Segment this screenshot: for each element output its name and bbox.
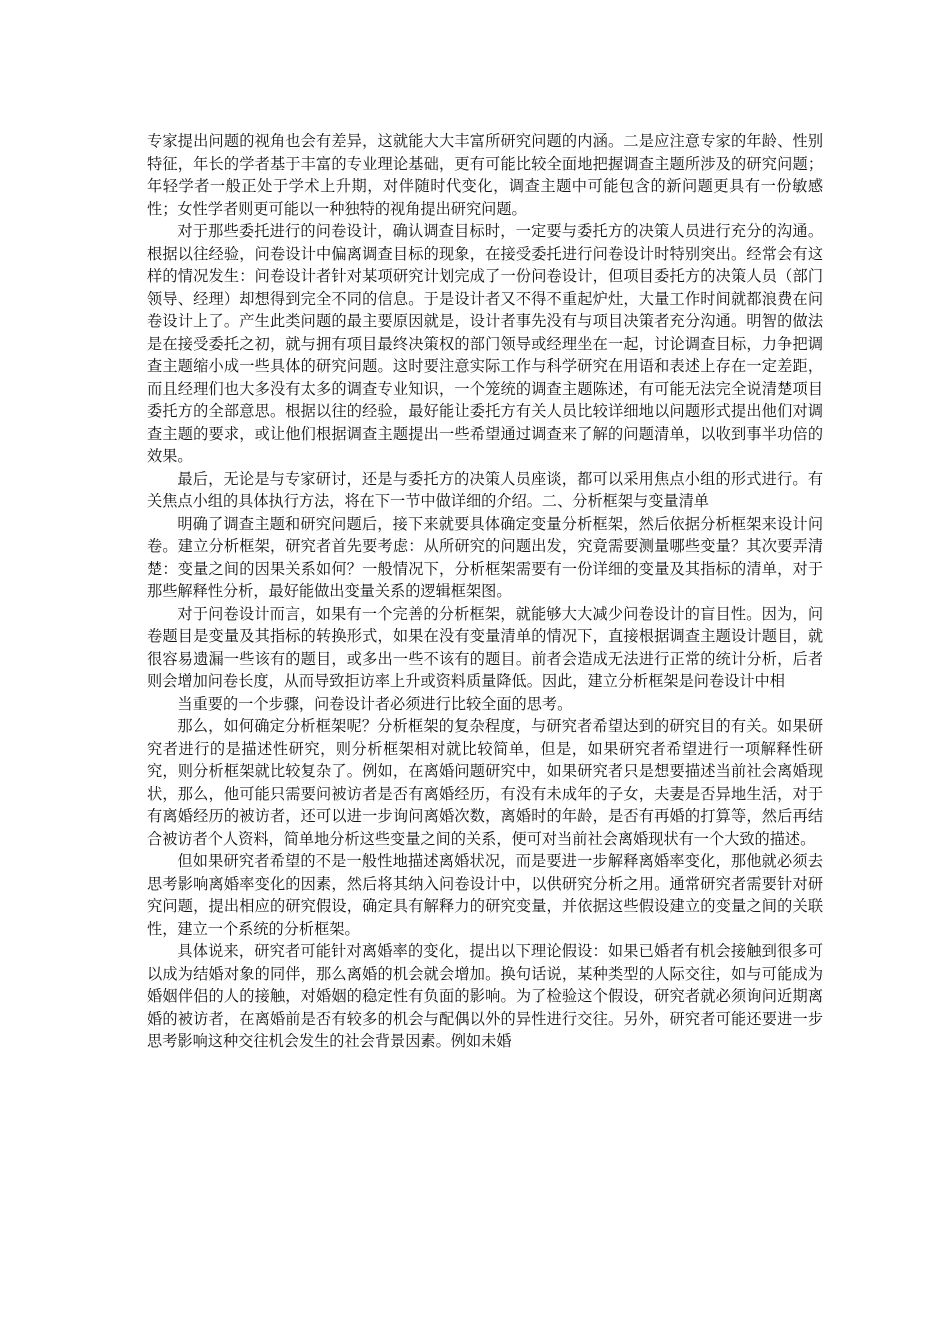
paragraph-6: 当重要的一个步骤，问卷设计者必须进行比较全面的思考。 [177,694,573,713]
paragraph-9: 具体说来，研究者可能针对离婚率的变化，提出以下理论假设：如果已婚者有机会接触到很多可以成为结婚对象的同伴，那么离婚的机会就会增加。换句话说，某种类型的人际交往，如与可能成为婚姻伴侣的人的接触，对婚姻的稳定性有负面的影响。为了检验这个假设，研究者就必须询问近期离婚的被访者，在离婚前是否有较多的机会与配偶以外的异性进行交往。另外，研究者可能还要进一步思考影响这种交往机会发生的社会背景因素。例如未婚 [147,942,823,1050]
paragraph-5: 对于问卷设计而言，如果有一个完善的分析框架，就能够大大减少问卷设计的盲目性。因为，问卷题目是变量及其指标的转换形式，如果在没有变量清单的情况下，直接根据调查主题设计题目，就很容易遗漏一些该有的题目，或多出一些不该有的题目。前者会造成无法进行正常的统计分析，后者则会增加问卷长度，从而导致拒访率上升或资料质量降低。因此，建立分析框架是问卷设计中相 [147,604,823,690]
paragraph-1: 专家提出问题的视角也会有差异，这就能大大丰富所研究问题的内涵。二是应注意专家的年龄、性别特征，年长的学者基于丰富的专业理论基础，更有可能比较全面地把握调查主题所涉及的研究问题；年轻学者一般正处于学术上升期，对伴随时代变化，调查主题中可能包含的新问题更具有一份敏感性；女性学者则更可能以一种独特的视角提出研究问题。 [147,132,823,218]
paragraph-2: 对于那些委托进行的问卷设计，确认调查目标时，一定要与委托方的决策人员进行充分的沟通。根据以往经验，问卷设计中偏离调查目标的现象，在接受委托进行问卷设计时特别突出。经常会有这样的情况发生：问卷设计者针对某项研究计划完成了一份问卷设计，但项目委托方的决策人员（部门领导、经理）却想得到完全不同的信息。于是设计者又不得不重起炉灶，大量工作时间就都浪费在问卷设计上了。产生此类问题的最主要原因就是，设计者事先没有与项目决策者充分沟通。明智的做法是在接受委托之初，就与拥有项目最终决策权的部门领导或经理坐在一起，讨论调查目标，力争把调查主题缩小成一些具体的研究问题。这时要注意实际工作与科学研究在用语和表述上存在一定差距，而且经理们也大多没有太多的调查专业知识，一个笼统的调查主题陈述，有可能无法完全说清楚项目委托方的全部意思。根据以往的经验，最好能让委托方有关人员比较详细地以问题形式提出他们对调查主题的要求，或让他们根据调查主题提出一些希望通过调查来了解的问题清单，以收到事半功倍的效果。 [147,222,823,465]
paragraph-4: 明确了调查主题和研究问题后，接下来就要具体确定变量分析框架，然后依据分析框架来设计问卷。建立分析框架，研究者首先要考虑：从所研究的问题出发，究竟需要测量哪些变量？其次要弄清楚：变量之间的因果关系如何？一般情况下，分析框架需要有一份详细的变量及其指标的清单，对于那些解释性分析，最好能做出变量关系的逻辑框架图。 [147,514,823,600]
paragraph-7: 那么，如何确定分析框架呢？分析框架的复杂程度，与研究者希望达到的研究目的有关。如果研究者进行的是描述性研究，则分析框架相对就比较简单，但是，如果研究者希望进行一项解释性研究，则分析框架就比较复杂了。例如，在离婚问题研究中，如果研究者只是想要描述当前社会离婚现状，那么，他可能只需要问被访者是否有离婚经历，有没有未成年的子女，夫妻是否异地生活，对于有离婚经历的被访者，还可以进一步询问离婚次数，离婚时的年龄，是否有再婚的打算等，然后再结合被访者个人资料，简单地分析这些变量之间的关系，便可对当前社会离婚现状有一个大致的描述。 [147,717,823,848]
paragraph-8: 但如果研究者希望的不是一般性地描述离婚状况，而是要进一步解释离婚率变化，那他就必须去思考影响离婚率变化的因素，然后将其纳入问卷设计中，以供研究分析之用。通常研究者需要针对研究问题，提出相应的研究假设，确定具有解释力的研究变量，并依据这些假设建立的变量之间的关联性，建立一个系统的分析框架。 [147,852,823,938]
paragraph-3: 最后，无论是与专家研讨，还是与委托方的决策人员座谈，都可以采用焦点小组的形式进行。有关焦点小组的具体执行方法，将在下一节中做详细的介绍。二、分析框架与变量清单 [147,469,823,510]
body-text [147,130,823,1053]
